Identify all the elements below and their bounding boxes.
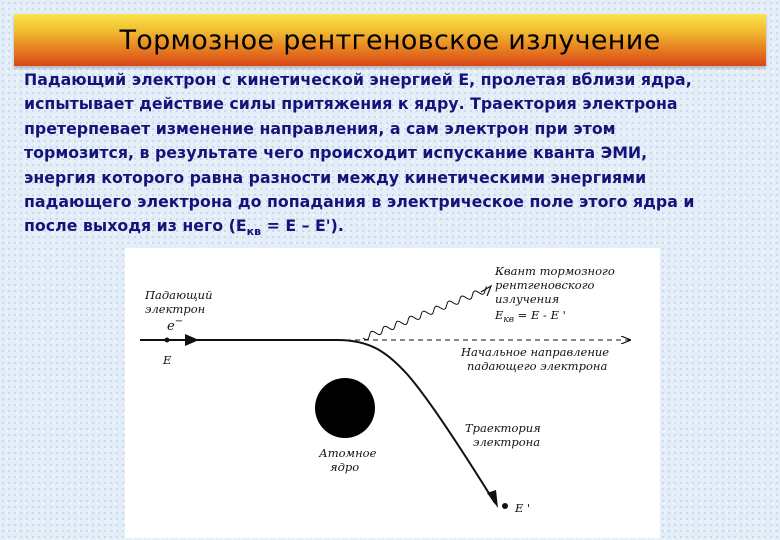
last-line-start: после выходя из него ( [24,216,236,236]
quantum-formula-e: E [495,308,504,322]
atomic-nucleus [315,378,375,438]
incident-arrow-head [185,334,199,346]
description-text [24,68,769,245]
page-title: Тормозное рентгеновское излучение [119,25,661,56]
quantum-formula-rest: = E - E ' [514,308,566,322]
final-energy-label: E ' [515,501,531,515]
quantum-formula-subscript: кв [503,315,515,325]
electron-charge: − [174,316,184,327]
description-line: испытывает действие силы притяжения к ядру. Траектория электрона [24,94,678,114]
photon-wave [363,287,487,340]
last-line-subscript: кв [246,225,262,239]
description-line: энергия которого равна разности между кинетическими энергиями [24,167,647,187]
last-line-end: = Е – Е'). [261,216,344,236]
description-line: претерпевает изменение направления, а сам электрон при этом [24,118,616,138]
nucleus-label-line2: ядро [330,460,360,474]
electron-symbol [167,316,183,334]
trajectory-arrow-head [487,490,498,508]
final-electron-dot [502,503,508,509]
trajectory-label-line1: Траектория [465,421,541,435]
quantum-label-line2: рентгеновского [495,278,595,292]
trajectory-label-line2: электрона [473,435,541,449]
incident-label-line2: электрон [145,302,206,316]
last-line-energy: Е [235,216,247,236]
incident-label-line1: Падающий [145,288,213,302]
direction-label-line2: падающего электрона [467,359,608,373]
bremsstrahlung-diagram [125,248,660,538]
quantum-label-line1: Квант тормозного [495,264,615,278]
description-line: Падающий электрон с кинетической энергией Е, пролетая вблизи ядра, [24,70,692,89]
initial-energy-label: E [163,353,172,367]
nucleus-label-line1: Атомное [319,446,377,460]
title-bar [14,14,766,66]
quantum-label-line3: излучения [495,292,560,306]
diagram-svg [125,248,660,538]
quantum-formula [494,308,566,325]
direction-label-line1: Начальное направление [461,345,610,359]
electron-symbol-letter: e [167,319,175,334]
description-line: тормозится, в результате чего происходит испускание кванта ЭМИ, [24,143,648,163]
description-last-line [24,214,769,245]
incident-electron-dot [165,338,170,343]
description-line: падающего электрона до попадания в электрическое поле этого ядра и [24,192,695,212]
